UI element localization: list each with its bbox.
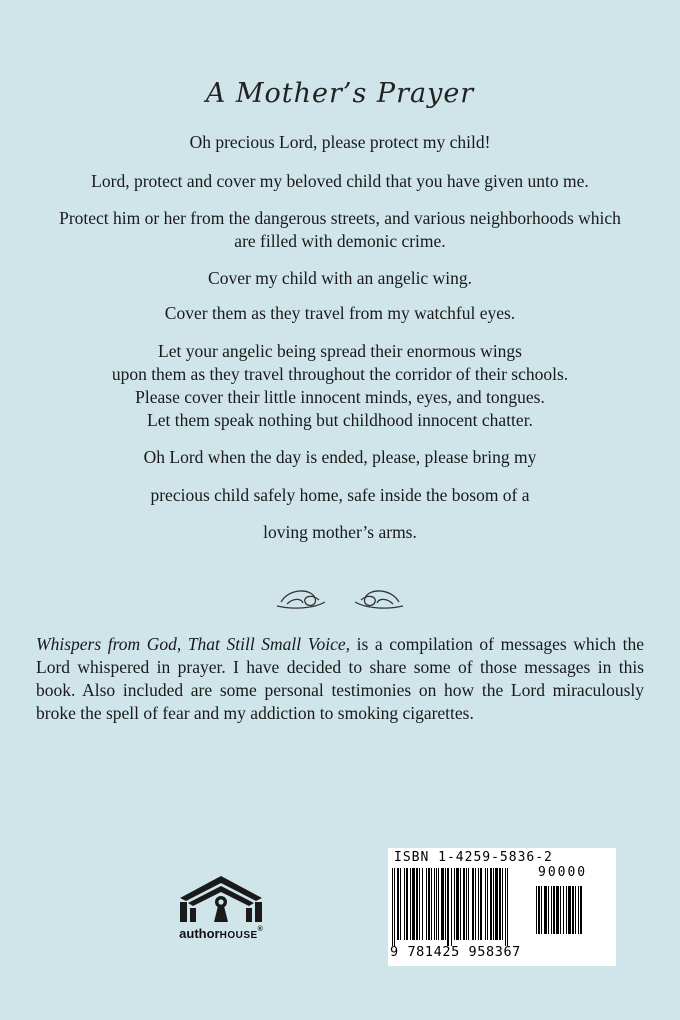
barcode-bar [436, 868, 437, 940]
prayer-line: precious child safely home, safe inside the bosom of a [150, 485, 530, 505]
book-title: Whispers from God, That Still Small Voice, [36, 634, 351, 654]
barcode-bar [412, 868, 415, 940]
isbn-barcode [388, 848, 616, 966]
barcode-bar [499, 868, 501, 940]
barcode-bar [572, 886, 574, 934]
barcode-bar [544, 886, 547, 934]
barcode-bar [434, 868, 435, 940]
barcode-bar [505, 868, 506, 946]
publisher-logo [166, 872, 276, 942]
barcode-bar [580, 886, 582, 934]
barcode-bar [553, 886, 555, 934]
barcode-bar [507, 868, 508, 946]
barcode-bar [454, 868, 455, 940]
barcode-bar [466, 868, 467, 940]
barcode-bar [419, 868, 420, 940]
barcode-bar [502, 868, 503, 940]
barcode-bar [478, 868, 479, 940]
barcode-bar [445, 868, 446, 940]
prayer-line: loving mother’s arms. [263, 522, 417, 542]
prayer-title: A Mother’s Prayer [205, 78, 475, 109]
barcode-bar [397, 868, 399, 940]
barcode-bar [551, 886, 552, 934]
barcode-bar [428, 868, 430, 940]
ean-number: 9 781425 958367 [390, 944, 521, 960]
publisher-name: authorHOUSE® [179, 926, 263, 941]
barcode-bar [472, 868, 474, 940]
barcode-bar [404, 868, 405, 940]
barcode-bar [560, 886, 561, 934]
barcode-bar [438, 868, 439, 940]
barcode-bar [480, 868, 482, 940]
barcode-bar [487, 868, 488, 940]
house-logo-icon [166, 872, 276, 924]
prayer-line: Let them speak nothing but childhood innocent chatter. [147, 410, 533, 430]
prayer-line: Please cover their little innocent minds, eyes, and tongues. [135, 387, 545, 407]
barcode-bar [463, 868, 465, 940]
barcode-bar [460, 868, 461, 940]
barcode-bar [578, 886, 579, 934]
barcode-bar [541, 886, 542, 934]
barcode-bar [566, 886, 567, 934]
price-barcode-bars [536, 886, 610, 940]
book-description [36, 633, 644, 725]
barcode-bar [451, 868, 452, 946]
barcode-bar [441, 868, 444, 940]
barcode-bar [422, 868, 423, 940]
prayer-line: Cover my child with an angelic wing. [208, 268, 472, 288]
barcode-bar [575, 886, 576, 934]
barcode-bar [400, 868, 401, 940]
barcode-bar [410, 868, 411, 940]
barcode-bar [392, 868, 393, 946]
barcode-bar [475, 868, 476, 940]
barcode-bar [406, 868, 408, 940]
prayer-line: are filled with demonic crime. [234, 231, 446, 251]
barcode-bar [556, 886, 559, 934]
barcode-bar [536, 886, 537, 934]
barcode-bar [447, 868, 449, 946]
prayer-line: Lord, protect and cover my beloved child that you have given unto me. [91, 171, 589, 191]
barcode-bar [485, 868, 486, 940]
barcode-bar [468, 868, 469, 940]
barcode-bar [493, 868, 494, 940]
barcode-bar [416, 868, 418, 940]
prayer-line: Oh precious Lord, please protect my child! [189, 132, 491, 152]
barcode-bar [563, 886, 564, 934]
barcode-bar [426, 868, 427, 940]
prayer-line: upon them as they travel throughout the corridor of their schools. [111, 364, 569, 384]
barcode-bar [538, 886, 540, 934]
flourish-ornament-icon [0, 584, 680, 614]
isbn-number: ISBN 1-4259-5836-2 [394, 850, 553, 865]
barcode-bar [548, 886, 549, 934]
prayer-line: Oh Lord when the day is ended, please, please bring my [143, 447, 537, 467]
description-text: is a compilation of messages which the Lord whispered in prayer. I have decided to share some of those messages in this book. Also included are some personal testimonies on how the Lord miraculously broke the spell of fear and my addiction to smoking cigarettes. [36, 634, 644, 723]
barcode-bar [568, 886, 571, 934]
ean-barcode-bars [392, 868, 534, 948]
price-code: 90000 [538, 865, 588, 880]
barcode-bar [431, 868, 432, 940]
prayer-line: Protect him or her from the dangerous streets, and various neighborhoods which [59, 208, 621, 228]
prayer-line: Let your angelic being spread their enormous wings [158, 341, 522, 361]
prayer-line: Cover them as they travel from my watchful eyes. [164, 303, 516, 323]
barcode-bar [394, 868, 395, 946]
barcode-bar [495, 868, 498, 940]
barcode-bar [490, 868, 492, 940]
barcode-bar [456, 868, 459, 940]
